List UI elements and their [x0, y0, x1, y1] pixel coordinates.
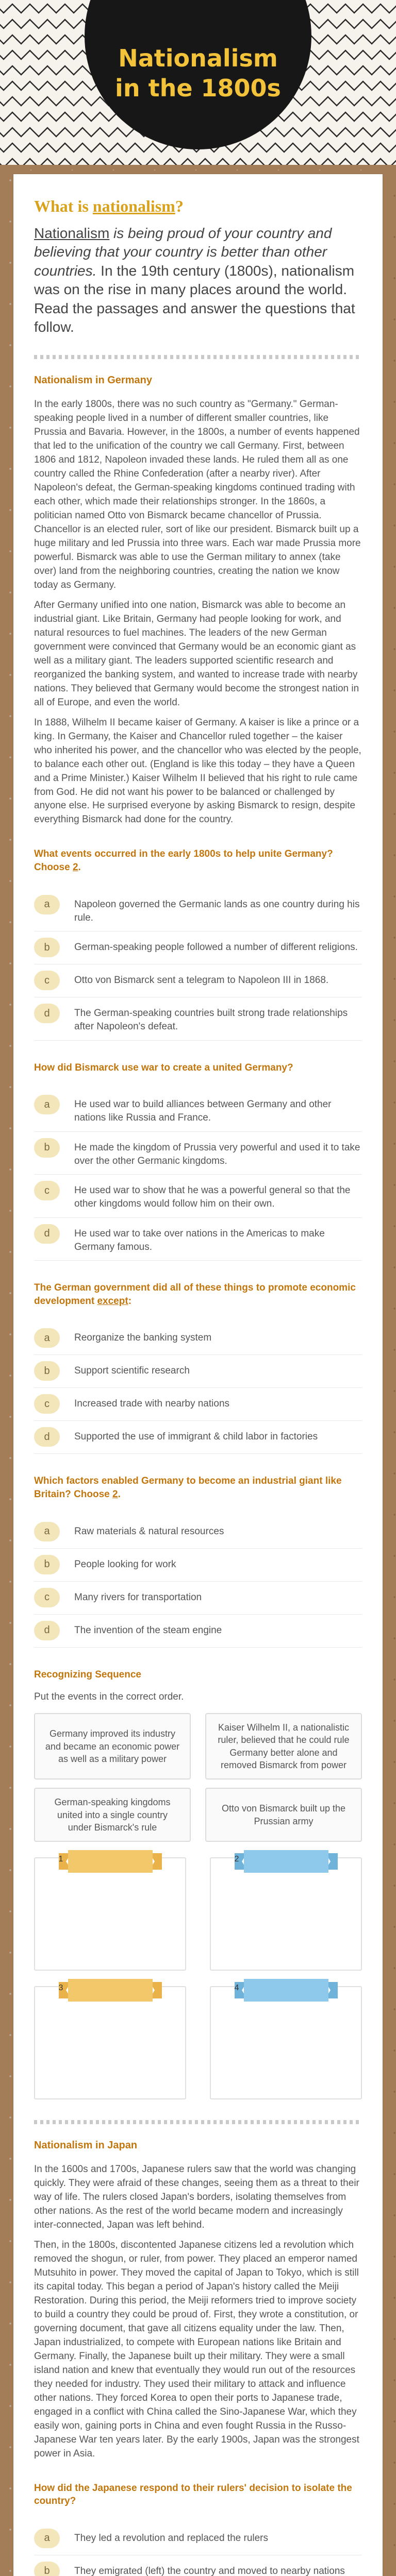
germany-paragraph: After Germany unified into one nation, Bismarck was able to become an industrial giant. Like Britain, Germany had people looking for work, and natural resources to fuel machines. The leaders of the new German government were convinced that Germany would be an economic giant as well as a military giant. The leaders supported scientific research and reorganized the banking system, and wanted to increase trade with nearby nations. They believed that Germany would become the strongest nation in all of Europe, and even the world.: [34, 599, 359, 708]
option-text: Many rivers for transportation: [74, 1591, 202, 1603]
option-text: He made the kingdom of Prussia very powerful and used it to take over the other Germanic kingdoms.: [74, 1142, 360, 1166]
question-4-options: [34, 1516, 362, 1648]
japan-passage: [34, 2163, 362, 2461]
option-letter-badge: b: [34, 1138, 60, 1158]
answer-option[interactable]: [34, 1516, 362, 1549]
option-text: He used war to take over nations in the Americas to make Germany famous.: [74, 1228, 325, 1252]
option-letter-badge: b: [34, 1555, 60, 1574]
option-letter-badge: a: [34, 895, 60, 914]
answer-option[interactable]: [34, 1615, 362, 1648]
slot-number: 3: [58, 1984, 63, 1993]
answer-option[interactable]: [34, 1175, 362, 1217]
slot-number: 4: [234, 1984, 239, 1993]
option-letter-badge: a: [34, 1095, 60, 1114]
answer-option[interactable]: [34, 997, 362, 1040]
option-text: Raw materials & natural resources: [74, 1526, 224, 1537]
option-text: They emigrated (left) the country and moved to nearby nations: [74, 2565, 345, 2576]
option-letter-badge: d: [34, 1224, 60, 1244]
question-5-title: How did the Japanese respond to their rulers' decision to isolate the country?: [34, 2482, 352, 2507]
drop-slot[interactable]: [34, 1857, 186, 1971]
option-text: Increased trade with nearby nations: [74, 1398, 230, 1410]
sequence-card[interactable]: Kaiser Wilhelm II, a nationalistic ruler, believed that he could rule Germany better alone and removed Bismarck from power: [205, 1713, 362, 1780]
option-text: People looking for work: [74, 1558, 176, 1570]
japan-section-title: Nationalism in Japan: [34, 2140, 138, 2151]
question-3-options: [34, 1322, 362, 1454]
option-letter-badge: c: [34, 971, 60, 990]
drop-slot[interactable]: [210, 1986, 362, 2099]
drop-slot[interactable]: [210, 1857, 362, 1971]
option-text: The German-speaking countries built strong trade relationships after Napoleon's defeat.: [74, 1008, 348, 1032]
divider: [34, 2120, 362, 2124]
option-letter-badge: c: [34, 1394, 60, 1414]
option-text: German-speaking people followed a number of different religions.: [74, 942, 358, 953]
option-text: Otto von Bismarck sent a telegram to Napoleon III in 1868.: [74, 975, 329, 986]
option-letter-badge: a: [34, 1522, 60, 1541]
answer-option[interactable]: [34, 1132, 362, 1175]
answer-option[interactable]: [34, 1549, 362, 1582]
sequence-slots: [34, 1857, 362, 2099]
drop-slot[interactable]: [34, 1986, 186, 2099]
option-letter-badge: a: [34, 2529, 60, 2548]
option-text: He used war to show that he was a powerful general so that the other kingdoms would follow him on their own.: [74, 1185, 351, 1210]
answer-option[interactable]: [34, 1388, 362, 1421]
option-letter-badge: b: [34, 938, 60, 957]
slot-number: 1: [58, 1855, 63, 1864]
divider: [34, 355, 362, 359]
question-4-title: Which factors enabled Germany to become an industrial giant like Britain? Choose 2.: [34, 1476, 342, 1500]
sequence-instruction: Put the events in the correct order.: [34, 1691, 184, 1703]
option-text: Napoleon governed the Germanic lands as one country during his rule.: [74, 899, 360, 923]
option-letter-badge: d: [34, 1427, 60, 1447]
answer-option[interactable]: [34, 1355, 362, 1388]
sequence-title: Recognizing Sequence: [34, 1669, 141, 1680]
germany-passage: [34, 398, 362, 827]
header-banner: [0, 0, 396, 165]
sequence-card[interactable]: Germany improved its industry and became an economic power as well as a military power: [34, 1713, 191, 1780]
answer-option[interactable]: [34, 2522, 362, 2555]
option-letter-badge: d: [34, 1004, 60, 1023]
option-text: The invention of the steam engine: [74, 1624, 222, 1636]
option-text: Supported the use of immigrant & child labor in factories: [74, 1431, 318, 1443]
japan-paragraph: In the 1600s and 1700s, Japanese rulers saw that the world was changing quickly. They were afraid of these changes, seeing them as a threat to their way of life. The rulers closed Japan's borders, isolating themselves from other nations. As the rest of the world became modern and increasingly inter-connected, Japan was left behind.: [34, 2164, 359, 2231]
answer-option[interactable]: [34, 964, 362, 997]
answer-option[interactable]: [34, 889, 362, 931]
worksheet-paper: [13, 174, 383, 2576]
question-5-options: [34, 2522, 362, 2576]
question-1-title: What events occurred in the early 1800s to help unite Germany? Choose 2.: [34, 849, 333, 873]
option-letter-badge: c: [34, 1181, 60, 1200]
question-1-options: [34, 889, 362, 1041]
answer-option[interactable]: [34, 1582, 362, 1615]
germany-paragraph: In 1888, Wilhelm II became kaiser of Germany. A kaiser is like a prince or a king. In Germany, the Kaiser and Chancellor ruled together – the kaiser who inherited his power, and the chancellor who was elected by the people, to balance each other out. (England is like this today – they have a Queen and a Prime Minister.) Kaiser Wilhelm II believed that his right to rule came from God. He did not want his power to be balanced or challenged by anyone else. He surprised everyone by asking Bismarck to resign, despite everything Bismarck had done for the country.: [34, 717, 361, 825]
answer-option[interactable]: [34, 2555, 362, 2576]
answer-option[interactable]: [34, 1322, 362, 1355]
answer-option[interactable]: [34, 931, 362, 964]
question-3-title: The German government did all of these things to promote economic development except:: [34, 1282, 356, 1307]
option-letter-badge: a: [34, 1328, 60, 1348]
germany-paragraph: In the early 1800s, there was no such country as "Germany." German-speaking people lived in a number of different smaller countries, like Prussia and Bavaria. However, in the 1800s, a number of events happened that led to the unification of the country we call Germany. First, between 1806 and 1812, Napoleon invaded these lands. He ruled them all as one country called the Rhine Confederation (after a nearby river). After Napoleon's defeat, the German-speaking kingdoms continued trading with each other, which made their relationships stronger. In the 1860s, a politician named Otto von Bismarck became chancellor of Prussia. Chancellor is an elected ruler, sort of like our president. Bismarck built up a huge military and led Prussia into three wars. Each war made Prussia more powerful. Bismarck was able to use the German military to annex (take over) land from the neighboring countries, creating the nation we know today as Germany.: [34, 399, 361, 590]
question-2-title: How did Bismarck use war to create a united Germany?: [34, 1062, 293, 1073]
page-title: Nationalism in the 1800s: [115, 44, 281, 102]
germany-section-title: Nationalism in Germany: [34, 375, 152, 386]
sequence-card[interactable]: German-speaking kingdoms united into a single country under Bismarck's rule: [34, 1788, 191, 1842]
answer-option[interactable]: [34, 1421, 362, 1454]
option-text: They led a revolution and replaced the rulers: [74, 2532, 269, 2544]
slot-number: 2: [234, 1855, 239, 1864]
japan-paragraph: Then, in the 1800s, discontented Japanese citizens led a revolution which removed the shogun, or ruler, from power. They placed an emperor named Mutsuhito in power. They moved the capital of Japan to Tokyo, which is still its capital today. This began a period of Japan's history called the Meiji Restoration. During this period, the Meiji reformers tried to improve society to build a country they could be proud of. First, they wrote a constitution, or governing document, that gave all citizens equality under the law. Then, Japan industrialized, to compete with European nations like Britain and Germany. Finally, the Japanese built up their military. They were a small island nation and knew that eventually they would run out of the resources they needed for industry. They used their military to attack and influence other nations. They forced Korea to open their ports to Japanese trade, engaged in a conflict with China called the Sino-Japanese War, which they easily won, gaining ports in China and even fought Russia in the Russo-Japanese War ten years later. By the early 1900s, Japan was the strongest power in Asia.: [34, 2240, 359, 2459]
option-letter-badge: b: [34, 2562, 60, 2576]
option-text: Support scientific research: [74, 1365, 190, 1377]
intro-text: Nationalism is being proud of your country and believing that your country is better than other countries. In the 19th century (1800s), nationalism was on the rise in many places around the world. Read the passages and answer the questions that follow.: [34, 225, 355, 335]
option-text: He used war to build alliances between Germany and other nations like Russia and France.: [74, 1099, 332, 1124]
intro-title: What is nationalism?: [34, 197, 184, 215]
option-letter-badge: c: [34, 1588, 60, 1607]
sequence-cards: [34, 1713, 362, 1842]
answer-option[interactable]: [34, 1089, 362, 1131]
option-letter-badge: b: [34, 1361, 60, 1381]
sequence-card[interactable]: Otto von Bismarck built up the Prussian army: [205, 1788, 362, 1842]
option-text: Reorganize the banking system: [74, 1332, 212, 1344]
option-letter-badge: d: [34, 1621, 60, 1640]
question-2-options: [34, 1089, 362, 1261]
answer-option[interactable]: [34, 1218, 362, 1261]
